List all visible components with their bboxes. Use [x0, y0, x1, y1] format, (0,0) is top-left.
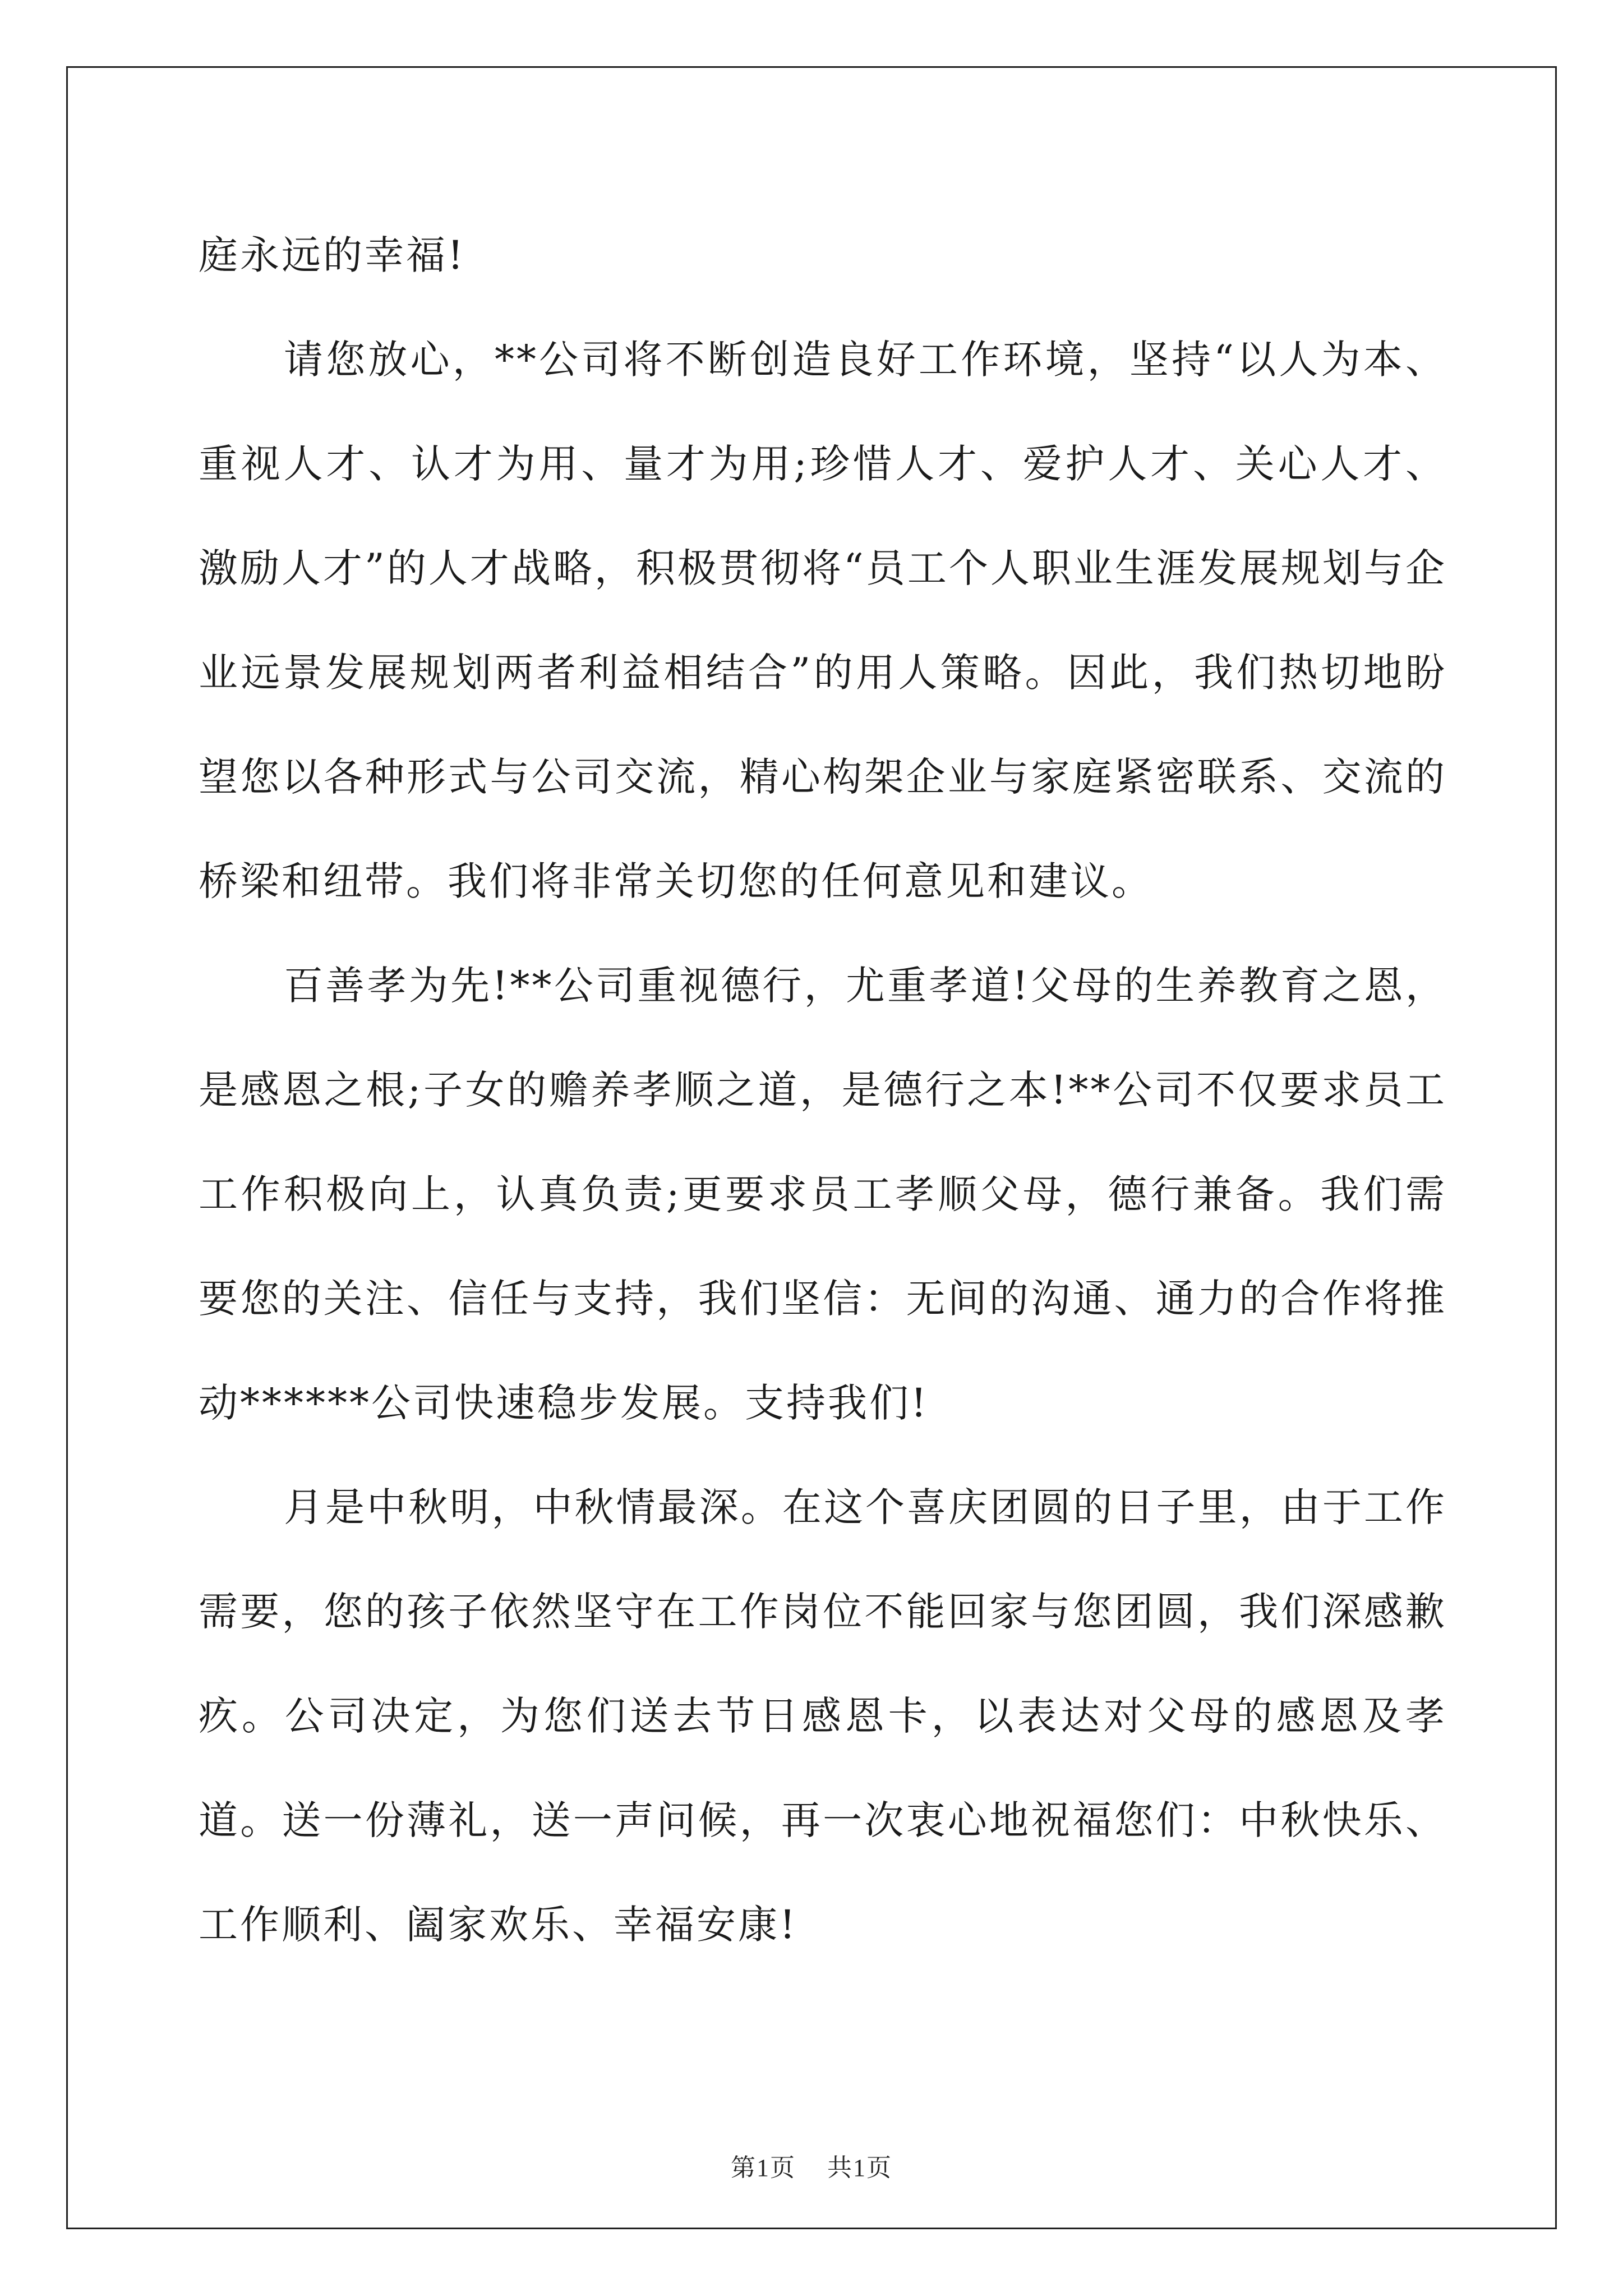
- paragraph-continuation: 庭永远的幸福!: [199, 232, 466, 278]
- paragraph-filial-piety: 百善孝为先!**公司重视德行，尤重孝道!父母的生养教育之恩，是感恩之根;子女的赡养孝顺之道，是德行之本!**公司不仅要求员工工作积极向上，认真负责;更要求员工孝顺父母，德行兼备。我们需要您的关注、信任与支持，我们坚信：无间的沟通、通力的合作将推动******公司快速稳步发展。支持我们!: [199, 963, 1447, 1426]
- paragraph-company-commitment: 请您放心，**公司将不断创造良好工作环境，坚持“以人为本、重视人才、认才为用、量才为用;珍惜人才、爱护人才、关心人才、激励人才”的人才战略，积极贯彻将“员工个人职业生涯发展规划与企业远景发展规划两者利益相结合”的用人策略。因此，我们热切地盼望您以各种形式与公司交流，精心构架企业与家庭紧密联系、交流的桥梁和纽带。我们将非常关切您的任何意见和建议。: [199, 337, 1447, 904]
- paragraph-mid-autumn-greeting: 月是中秋明，中秋情最深。在这个喜庆团圆的日子里，由于工作需要，您的孩子依然坚守在工作岗位不能回家与您团圆，我们深感歉疚。公司决定，为您们送去节日感恩卡，以表达对父母的感恩及孝道。送一份薄礼，送一声问候，再一次衷心地祝福您们：中秋快乐、工作顺利、阖家欢乐、幸福安康!: [199, 1484, 1447, 1948]
- document-body: [199, 203, 1447, 1977]
- page-number-current: 第1页: [731, 2154, 796, 2182]
- page-number-total: 共1页: [827, 2154, 892, 2182]
- page-footer: [0, 2147, 1623, 2183]
